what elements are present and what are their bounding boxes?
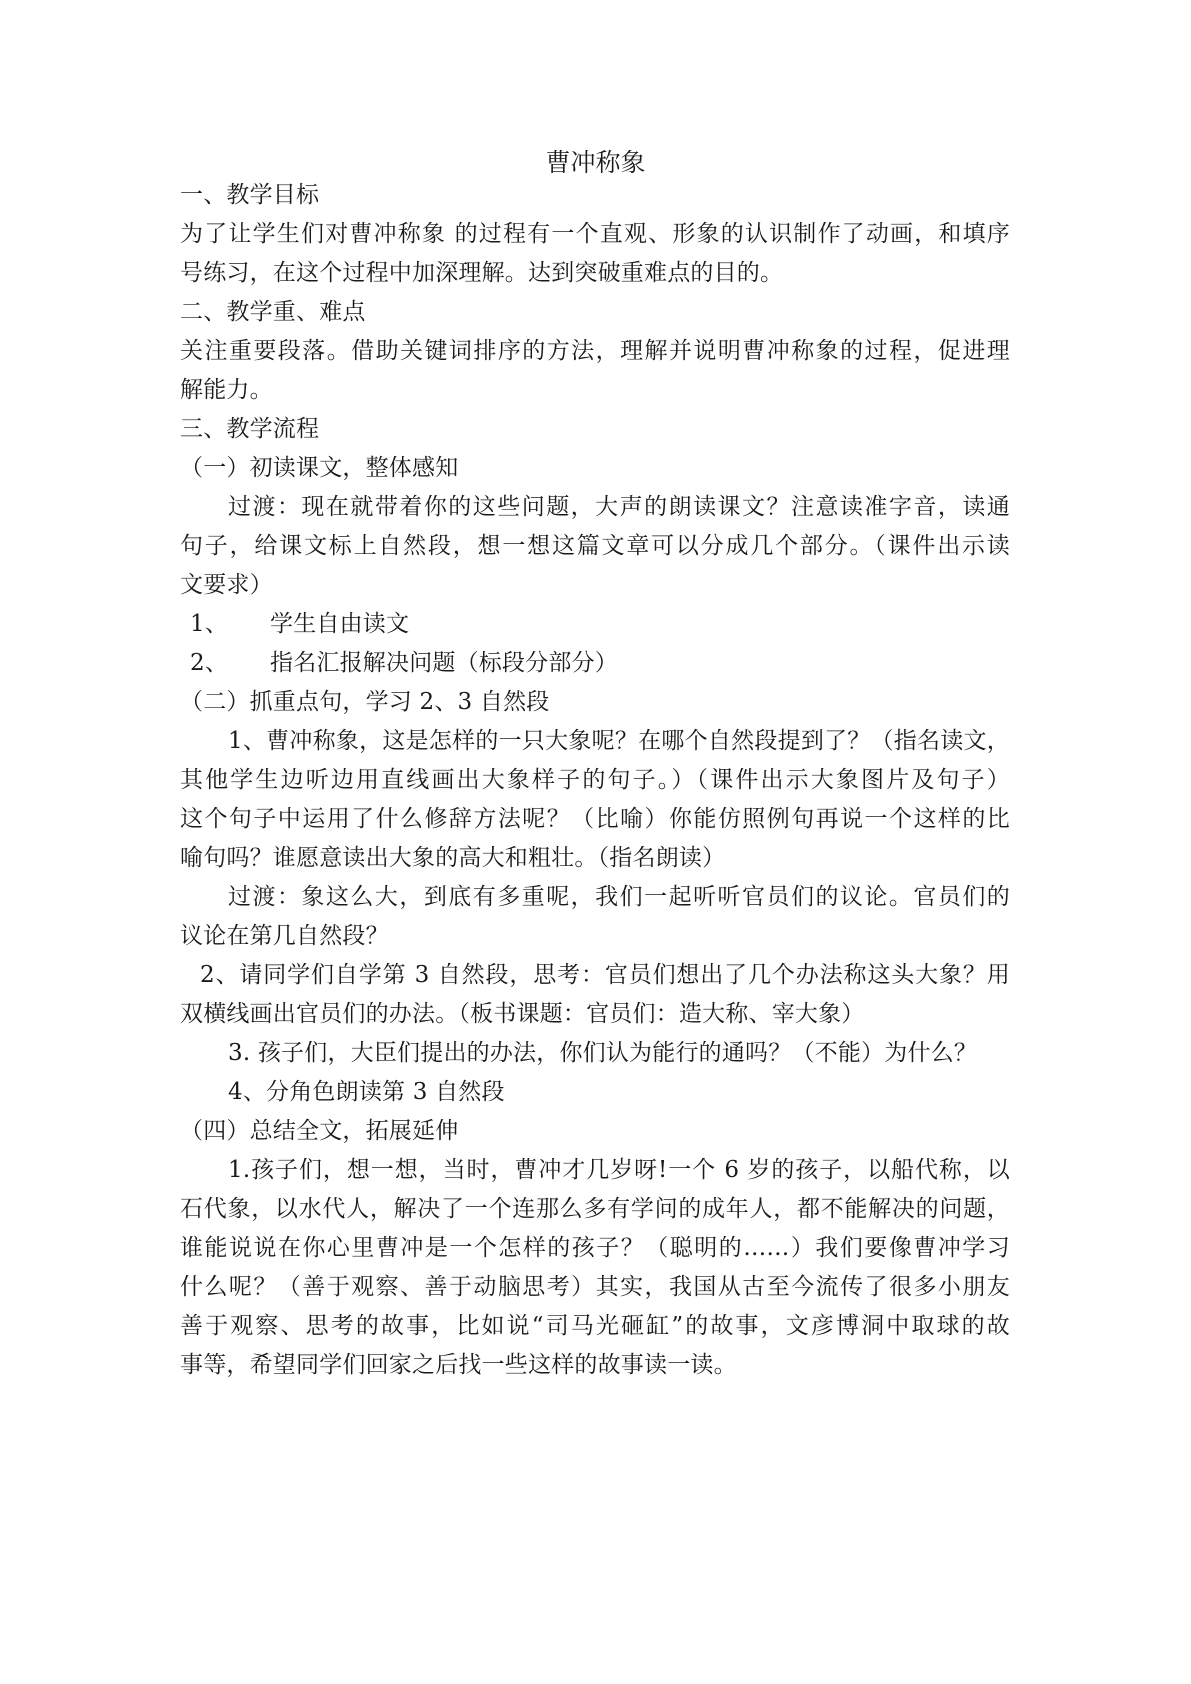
part4-p1-line-2: 石代象，以水代人，解决了一个连那么多有学问的成年人，都不能解决的问题， [180, 1196, 1010, 1222]
part1-heading: （一）初读课文，整体感知 [180, 455, 459, 481]
part1-transition-line-3: 文要求） [180, 572, 273, 598]
document-title: 曹冲称象 [545, 148, 646, 177]
part4-p1-line-5: 善于观察、思考的故事，比如说“司马光砸缸”的故事，文彦博洞中取球的故 [180, 1313, 1010, 1339]
part4-p1-line-6: 事等，希望同学们回家之后找一些这样的故事读一读。 [180, 1352, 737, 1378]
section1-body-line-1: 为了让学生们对曹冲称象 的过程有一个直观、形象的认识制作了动画，和填序 [180, 221, 1010, 247]
section2-body-line-2: 解能力。 [180, 377, 273, 403]
part2-p1-line-3: 这个句子中运用了什么修辞方法呢？（比喻）你能仿照例句再说一个这样的比 [180, 806, 1010, 832]
part4-heading: （四）总结全文，拓展延伸 [180, 1118, 459, 1144]
part2-heading: （二）抓重点句，学习 2、3 自然段 [180, 689, 550, 715]
part1-item-1-text: 学生自由读文 [270, 611, 410, 637]
section3-heading: 三、教学流程 [180, 416, 320, 442]
part4-p1-line-3: 谁能说说在你心里曹冲是一个怎样的孩子？（聪明的……）我们要像曹冲学习 [180, 1235, 1010, 1261]
section2-body-line-1: 关注重要段落。借助关键词排序的方法，理解并说明曹冲称象的过程，促进理 [180, 338, 1010, 364]
part2-p3: 3. 孩子们，大臣们提出的办法，你们认为能行的通吗？（不能）为什么？ [228, 1040, 978, 1066]
part1-transition-line-2: 句子，给课文标上自然段，想一想这篇文章可以分成几个部分。（课件出示读 [180, 533, 1010, 559]
part2-p1-line-2: 其他学生边听边用直线画出大象样子的句子。）（课件出示大象图片及句子） [180, 767, 1010, 793]
section1-heading: 一、教学目标 [180, 182, 320, 208]
part1-item-2-text: 指名汇报解决问题（标段分部分） [270, 650, 618, 676]
part2-p1-line-1: 1、曹冲称象，这是怎样的一只大象呢？在哪个自然段提到了？（指名读文， [228, 728, 1010, 754]
part2-p4: 4、分角色朗读第 3 自然段 [228, 1079, 505, 1105]
part2-p1-line-4: 喻句吗？谁愿意读出大象的高大和粗壮。（指名朗读） [180, 845, 726, 871]
section2-heading: 二、教学重、难点 [180, 299, 366, 325]
part4-p1-line-1: 1.孩子们，想一想，当时，曹冲才几岁呀!一个 6 岁的孩子，以船代称，以 [228, 1157, 1010, 1183]
part1-item-1-number: 1、 [190, 611, 229, 637]
part2-p2-line-2: 双横线画出官员们的办法。（板书课题：官员们：造大称、宰大象） [180, 1001, 865, 1027]
part1-item-2-number: 2、 [190, 650, 229, 676]
part4-p1-line-4: 什么呢？（善于观察、善于动脑思考）其实，我国从古至今流传了很多小朋友 [180, 1274, 1010, 1300]
part2-p2-line-1: 2、请同学们自学第 3 自然段，思考：官员们想出了几个办法称这头大象？用 [200, 962, 1010, 988]
part2-transition-line-1: 过渡：象这么大，到底有多重呢，我们一起听听官员们的议论。官员们的 [228, 884, 1010, 910]
part1-transition-line-1: 过渡：现在就带着你的这些问题，大声的朗读课文？注意读准字音，读通 [228, 494, 1010, 520]
part2-transition-line-2: 议论在第几自然段？ [180, 923, 389, 949]
section1-body-line-2: 号练习，在这个过程中加深理解。达到突破重难点的目的。 [180, 260, 784, 286]
